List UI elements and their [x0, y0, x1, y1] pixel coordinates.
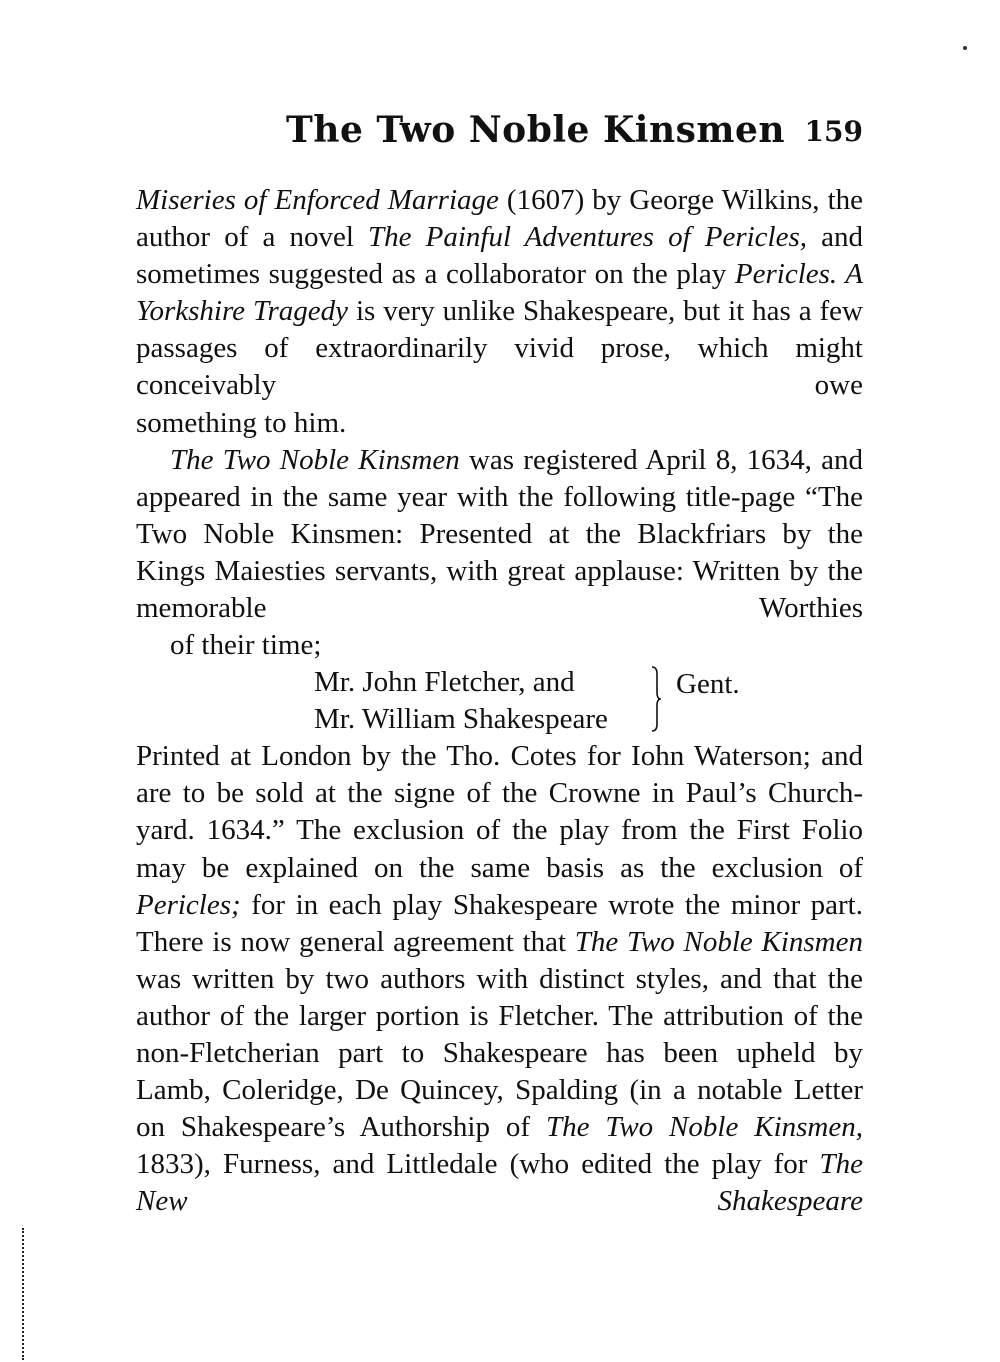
paragraph-1-text-a: (1607) by George Wilkins, the author of a novel — [136, 184, 863, 254]
italic-title-two-noble-kinsmen-2: The Two Noble Kinsmen — [574, 925, 863, 958]
paragraph-3-text-d: 1833), Furness, and Littledale (who edited the play for — [136, 1148, 820, 1181]
italic-title-miseries: Miseries of Enforced Marriage — [136, 184, 499, 216]
paragraph-3-text-a: Printed at London by the Tho. Cotes for Iohn Waterson; and are to be sold at the signe of the Crowne in Paul’s Church-yard. 1634.” The exclusion of the play from the First Folio may be explained on the same basis as the exclusion of — [136, 740, 863, 884]
paragraph-1-last-line: something to him. — [136, 406, 347, 439]
page-number: 159 — [804, 115, 863, 148]
paragraph-3 — [136, 738, 863, 1220]
paragraph-3-text-b: for in each play Shakespeare wrote the minor part. There is now general agreement that — [136, 888, 863, 958]
paragraph-3-text-c: was written by two authors with distinct styles, and that the author of the larger portion is Fletcher. The attribution of the non-Fletcherian part to Shakespeare has been upheld by Lamb, Coleridge, De Quincey, Spalding (in a notable Letter on Shakespeare’s Authorship of — [136, 962, 863, 1144]
italic-title-new-shakespeare: The New Shakespeare — [136, 1148, 863, 1218]
paragraph-2-text-a: was registered April 8, 1634, and appeared in the same year with the following title-page “The Two Noble Kinsmen: Presented at the Blackfriars by the Kings Maiesties servants, with great applause: Written by the memorable Worthies — [136, 443, 864, 625]
body-text — [136, 182, 863, 1220]
paragraph-2 — [136, 442, 863, 665]
italic-title-pericles: Pericles; — [136, 888, 241, 921]
italic-title-two-noble-kinsmen: The Two Noble Kinsmen — [170, 443, 460, 476]
italic-title-painful-adventures: The Painful Adventures of Pericles, — [368, 221, 808, 254]
italic-title-pericles-yorkshire: Pericles. A Yorkshire Tragedy — [136, 258, 863, 328]
author-name-fletcher: Mr. John Fletcher, and — [314, 666, 575, 699]
paragraph-1-text-c: is very unlike Shakespeare, but it has a few passages of extraordinarily vivid prose, which might conceivably owe — [136, 295, 863, 402]
paragraph-2-last-line: of their time; — [170, 629, 322, 662]
italic-title-two-noble-kinsmen-3: The Two Noble Kinsmen, — [545, 1111, 863, 1144]
author-attribution — [136, 664, 863, 738]
paragraph-1-text-b: and sometimes suggested as a collaborator on the play — [136, 221, 863, 291]
paragraph-1 — [136, 182, 863, 442]
author-name-shakespeare: Mr. William Shakespeare — [314, 703, 608, 736]
gent-suffix: Gent. — [676, 668, 740, 701]
scan-speck — [963, 46, 967, 50]
running-head — [136, 100, 863, 160]
scan-edge-mark — [22, 1228, 26, 1360]
running-title: The Two Noble Kinsmen — [286, 109, 786, 151]
right-brace-icon — [651, 666, 661, 732]
